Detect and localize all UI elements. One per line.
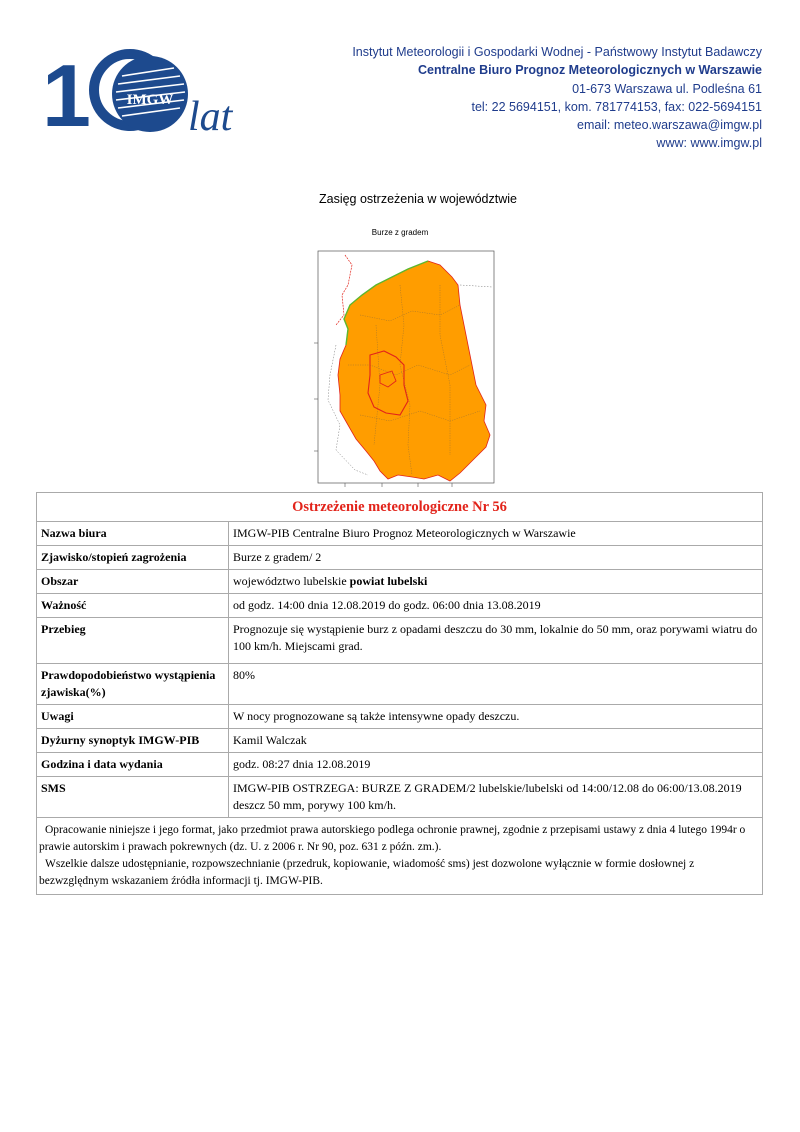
row-value: od godz. 14:00 dnia 12.08.2019 do godz. 06:00 dnia 13.08.2019 (229, 594, 763, 618)
table-row (37, 594, 763, 618)
province-shape (338, 261, 490, 481)
table-row (37, 546, 763, 570)
row-value: 80% (229, 664, 763, 705)
row-label: Zjawisko/stopień zagrożenia (37, 546, 229, 570)
email[interactable]: email: meteo.warszawa@imgw.pl (577, 118, 762, 133)
row-label: Uwagi (37, 705, 229, 729)
logo-digit: 1 (42, 46, 91, 136)
area-district: powiat lubelski (349, 574, 428, 588)
logo-suffix: lat (188, 94, 233, 136)
row-value: IMGW-PIB OSTRZEGA: BURZE Z GRADEM/2 lubelskie/lubelski od 14:00/12.08 do 06:00/13.08.2019 deszcz 50 mm, porywy 100 km/h. (229, 777, 763, 818)
row-label: Nazwa biura (37, 522, 229, 546)
row-value: W nocy prognozowane są także intensywne opady deszczu. (229, 705, 763, 729)
institute-header (352, 43, 762, 153)
row-value: Prognozuje się wystąpienie burz z opadami deszczu do 30 mm, lokalnie do 50 mm, oraz porywami wiatru do 100 km/h. Miejscami grad. (229, 618, 763, 664)
website[interactable]: www: www.imgw.pl (656, 136, 762, 151)
row-value: godz. 08:27 dnia 12.08.2019 (229, 753, 763, 777)
table-row (37, 664, 763, 705)
row-label: Ważność (37, 594, 229, 618)
phone: tel: 22 5694151, kom. 781774153, fax: 022-5694151 (471, 99, 762, 114)
row-label: SMS (37, 777, 229, 818)
map-caption: Burze z gradem (371, 228, 429, 237)
copyright-text: Opracowanie niniejsze i jego format, jako przedmiot prawa autorskiego podlega ochronie prawnej, zgodnie z przepisami ustawy z dnia 4 lutego 1994r o prawie autorskim i prawach pokrewnych (dz. U. z 2006 r. Nr 90, poz. 631 z późn. zm.). (39, 824, 746, 853)
table-row (37, 570, 763, 594)
row-label: Prawdopodobieństwo wystąpienia zjawiska(%) (37, 664, 229, 705)
table-row (37, 618, 763, 664)
row-value: Kamil Walczak (229, 729, 763, 753)
row-label: Przebieg (37, 618, 229, 664)
warning-heading: Ostrzeżenie meteorologiczne Nr 56 (37, 493, 763, 522)
row-label: Obszar (37, 570, 229, 594)
table-row (37, 522, 763, 546)
map-graphic (300, 225, 500, 493)
table-row (37, 753, 763, 777)
area-province: województwo lubelskie (233, 574, 347, 588)
logo-mark: IMGW (126, 92, 174, 108)
row-label: Godzina i data wydania (37, 753, 229, 777)
row-value (229, 570, 763, 594)
warning-map (300, 225, 500, 493)
address: 01-673 Warszawa ul. Podleśna 61 (572, 81, 762, 96)
table-row (37, 705, 763, 729)
row-label: Dyżurny synoptyk IMGW-PIB (37, 729, 229, 753)
map-title: Zasięg ostrzeżenia w województwie (318, 192, 517, 206)
institute-name: Instytut Meteorologii i Gospodarki Wodnej - Państwowy Instytut Badawczy (352, 45, 762, 59)
warning-table (36, 492, 763, 895)
table-row (37, 777, 763, 818)
office-name: Centralne Biuro Prognoz Meteorologicznych w Warszawie (417, 63, 762, 78)
copyright-note (37, 818, 763, 895)
imgw-100-lat-logo (42, 46, 242, 136)
row-value: IMGW-PIB Centralne Biuro Prognoz Meteorologicznych w Warszawie (229, 522, 763, 546)
table-row (37, 729, 763, 753)
distribution-text: Wszelkie dalsze udostępnianie, rozpowszechnianie (przedruk, kopiowanie, wiadomość sms) jest dozwolone wyłącznie w formie dosłownej z bezwzględnym wskazaniem źródła informacji tj. IMGW-PIB. (39, 858, 695, 887)
row-value: Burze z gradem/ 2 (229, 546, 763, 570)
